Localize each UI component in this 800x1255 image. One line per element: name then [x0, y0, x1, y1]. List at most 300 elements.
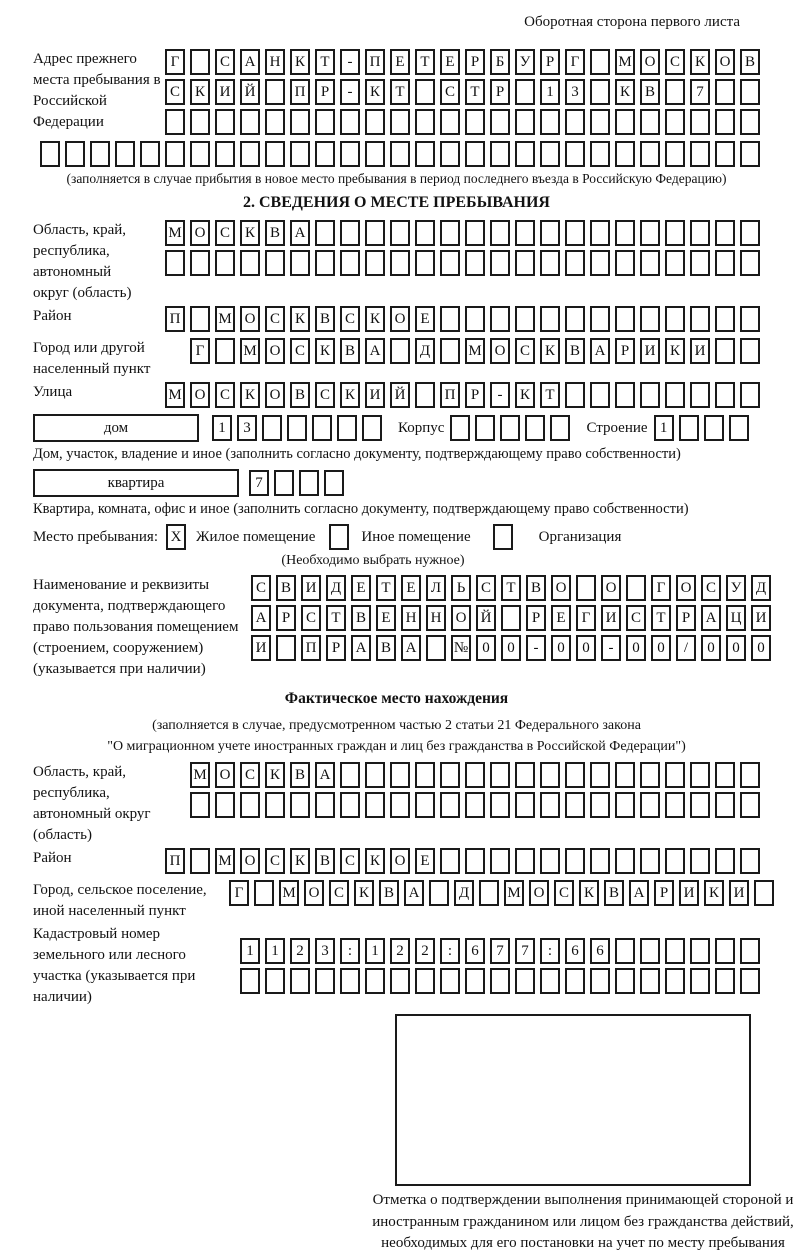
char-box	[115, 141, 135, 167]
char-box: С	[240, 762, 260, 788]
char-box: В	[315, 306, 335, 332]
char-box	[390, 762, 410, 788]
char-box: Т	[326, 605, 346, 631]
char-box	[590, 250, 610, 276]
char-box: 1	[540, 79, 560, 105]
char-box	[190, 848, 210, 874]
char-box: Ь	[451, 575, 471, 601]
char-box	[576, 575, 596, 601]
char-box: 7	[490, 938, 510, 964]
char-box	[315, 141, 335, 167]
char-box: Й	[390, 382, 410, 408]
char-box	[440, 141, 460, 167]
char-box	[515, 306, 535, 332]
char-box	[265, 109, 285, 135]
field-house	[33, 414, 760, 442]
char-box	[365, 141, 385, 167]
actual-location-note-2: "О миграционном учете иностранных граждан и лиц без гражданства в Российской Федерации")	[107, 739, 686, 754]
char-box	[565, 220, 585, 246]
char-box	[690, 792, 710, 818]
char-box: С	[340, 306, 360, 332]
char-box: Т	[501, 575, 521, 601]
char-box: Й	[476, 605, 496, 631]
char-box-row	[229, 880, 774, 906]
char-box: К	[704, 880, 724, 906]
char-box: К	[615, 79, 635, 105]
char-box	[490, 250, 510, 276]
stay-type-label: Место пребывания:	[33, 528, 158, 545]
char-box	[679, 415, 699, 441]
char-box-row	[165, 306, 760, 332]
char-box	[715, 141, 735, 167]
char-box	[565, 306, 585, 332]
char-box	[262, 415, 282, 441]
char-box	[265, 79, 285, 105]
char-box	[299, 470, 319, 496]
char-box: С	[340, 848, 360, 874]
char-box	[240, 250, 260, 276]
char-box: К	[240, 382, 260, 408]
char-box	[465, 848, 485, 874]
char-box-row	[212, 415, 382, 441]
char-box: О	[490, 338, 510, 364]
char-box	[390, 338, 410, 364]
char-box: В	[351, 605, 371, 631]
char-box: К	[365, 306, 385, 332]
char-box	[615, 220, 635, 246]
char-box: М	[615, 49, 635, 75]
char-box-row	[165, 49, 760, 75]
char-box: И	[365, 382, 385, 408]
char-box: Т	[376, 575, 396, 601]
char-box	[240, 141, 260, 167]
char-box: В	[526, 575, 546, 601]
char-box	[615, 141, 635, 167]
actual-location-note-1: (заполняется в случае, предусмотренном частью 2 статьи 21 Федерального закона	[152, 718, 641, 733]
char-box	[254, 880, 274, 906]
char-box: П	[440, 382, 460, 408]
char-box: М	[240, 338, 260, 364]
checkbox-other-premises	[329, 524, 349, 550]
char-box: :	[340, 938, 360, 964]
city-label: Город или другой населенный пункт	[33, 340, 151, 377]
char-box: Р	[654, 880, 674, 906]
confirmation-stamp-box	[395, 1014, 751, 1186]
char-box	[540, 306, 560, 332]
char-box	[515, 250, 535, 276]
char-box	[525, 415, 545, 441]
char-box: М	[165, 382, 185, 408]
char-box	[340, 109, 360, 135]
char-box: К	[290, 848, 310, 874]
char-box: -	[490, 382, 510, 408]
char-box	[690, 762, 710, 788]
char-box: -	[601, 635, 621, 661]
char-box: С	[476, 575, 496, 601]
char-box: В	[276, 575, 296, 601]
char-box: Г	[190, 338, 210, 364]
char-box: И	[751, 605, 771, 631]
char-box-row	[654, 415, 749, 441]
char-box	[640, 306, 660, 332]
char-box	[665, 382, 685, 408]
char-box: А	[315, 762, 335, 788]
char-box: С	[165, 79, 185, 105]
char-box: О	[551, 575, 571, 601]
char-box: Е	[551, 605, 571, 631]
char-box	[490, 109, 510, 135]
char-box	[190, 792, 210, 818]
char-box	[540, 762, 560, 788]
char-box: Д	[326, 575, 346, 601]
char-box	[540, 968, 560, 994]
char-box: Т	[540, 382, 560, 408]
char-box: В	[379, 880, 399, 906]
actual-district-label: Район	[33, 850, 72, 866]
char-box	[515, 141, 535, 167]
char-box: С	[215, 49, 235, 75]
char-box: Й	[240, 79, 260, 105]
actual-city-label: Город, сельское поселение, иной населенный пункт	[33, 882, 207, 919]
char-box: 1	[212, 415, 232, 441]
char-box-row	[251, 635, 771, 661]
street-label: Улица	[33, 384, 73, 400]
document-label: Наименование и реквизиты документа, подтверждающего право пользования помещением (строением, сооружением) (указывается при наличии)	[33, 577, 239, 677]
char-box	[415, 792, 435, 818]
char-box	[665, 938, 685, 964]
char-box	[715, 848, 735, 874]
char-box: К	[690, 49, 710, 75]
char-box	[215, 792, 235, 818]
char-box	[515, 968, 535, 994]
char-box	[690, 250, 710, 276]
char-box: 0	[701, 635, 721, 661]
char-box: О	[715, 49, 735, 75]
char-box	[615, 382, 635, 408]
char-box	[276, 635, 296, 661]
char-box: Т	[390, 79, 410, 105]
prev-address-label: Адрес прежнего места пребывания в Российской Федерации	[33, 51, 161, 130]
char-box	[715, 792, 735, 818]
char-box	[40, 141, 60, 167]
char-box	[740, 762, 760, 788]
char-box	[315, 250, 335, 276]
char-box	[740, 968, 760, 994]
char-box	[390, 250, 410, 276]
char-box: Е	[415, 306, 435, 332]
char-box: Е	[401, 575, 421, 601]
char-box	[290, 792, 310, 818]
char-box: К	[579, 880, 599, 906]
char-box	[290, 250, 310, 276]
char-box	[440, 762, 460, 788]
char-box: Т	[465, 79, 485, 105]
char-box	[615, 968, 635, 994]
field-stay-type	[33, 524, 760, 550]
char-box: Г	[165, 49, 185, 75]
char-box	[640, 848, 660, 874]
char-box	[190, 109, 210, 135]
char-box: Е	[440, 49, 460, 75]
char-box	[640, 141, 660, 167]
char-box: О	[640, 49, 660, 75]
char-box	[690, 306, 710, 332]
char-box	[540, 141, 560, 167]
char-box	[440, 250, 460, 276]
char-box: О	[304, 880, 324, 906]
char-box	[490, 220, 510, 246]
char-box: М	[279, 880, 299, 906]
char-box: К	[265, 762, 285, 788]
char-box: И	[215, 79, 235, 105]
char-box: Р	[615, 338, 635, 364]
char-box: А	[290, 220, 310, 246]
char-box: В	[340, 338, 360, 364]
char-box	[165, 141, 185, 167]
char-box	[362, 415, 382, 441]
other-premises-label: Иное помещение	[361, 528, 471, 545]
char-box	[590, 141, 610, 167]
char-box	[690, 938, 710, 964]
char-box-row	[240, 938, 760, 964]
char-box	[265, 250, 285, 276]
char-box: 0	[501, 635, 521, 661]
char-box	[440, 109, 460, 135]
char-box: Ц	[726, 605, 746, 631]
char-box	[465, 250, 485, 276]
char-box-row	[165, 382, 760, 408]
actual-region-label: Область, край, республика, автономный округ (область)	[33, 764, 151, 843]
char-box: О	[529, 880, 549, 906]
char-box	[690, 220, 710, 246]
char-box: К	[365, 79, 385, 105]
char-box: К	[290, 49, 310, 75]
actual-location-title: Фактическое место нахождения	[284, 690, 509, 707]
char-box: Р	[465, 49, 485, 75]
char-box	[615, 938, 635, 964]
char-box	[640, 220, 660, 246]
char-box: Е	[390, 49, 410, 75]
char-box: С	[626, 605, 646, 631]
char-box	[640, 968, 660, 994]
char-box	[715, 338, 735, 364]
char-box: А	[404, 880, 424, 906]
char-box: В	[740, 49, 760, 75]
char-box: О	[215, 762, 235, 788]
char-box: Н	[426, 605, 446, 631]
region-label: Область, край, республика, автономный округ (область)	[33, 222, 132, 301]
char-box: С	[440, 79, 460, 105]
char-box	[640, 382, 660, 408]
char-box	[440, 968, 460, 994]
char-box	[715, 109, 735, 135]
char-box	[665, 848, 685, 874]
char-box: У	[515, 49, 535, 75]
char-box	[640, 792, 660, 818]
char-box	[590, 79, 610, 105]
char-box	[615, 792, 635, 818]
char-box	[429, 880, 449, 906]
char-box	[565, 792, 585, 818]
char-box	[740, 382, 760, 408]
char-box: О	[390, 848, 410, 874]
char-box-row	[249, 470, 344, 496]
char-box: С	[251, 575, 271, 601]
apartment-caption: Квартира, комната, офис и иное (заполнить согласно документу, подтверждающему право собственности)	[33, 501, 689, 517]
char-box: П	[165, 306, 185, 332]
char-box: У	[726, 575, 746, 601]
char-box	[465, 792, 485, 818]
char-box: А	[701, 605, 721, 631]
char-box: 7	[690, 79, 710, 105]
char-box	[65, 141, 85, 167]
char-box: 1	[365, 938, 385, 964]
char-box-row	[165, 250, 760, 276]
char-box: Д	[751, 575, 771, 601]
char-box	[565, 382, 585, 408]
field-actual-region	[33, 762, 760, 846]
char-box	[501, 605, 521, 631]
char-box	[465, 109, 485, 135]
char-box: В	[640, 79, 660, 105]
char-box	[565, 141, 585, 167]
char-box-row	[165, 848, 760, 874]
char-box: С	[515, 338, 535, 364]
char-box: И	[690, 338, 710, 364]
char-box	[287, 415, 307, 441]
char-box	[440, 220, 460, 246]
char-box: В	[565, 338, 585, 364]
field-district	[33, 306, 760, 336]
char-box: 3	[237, 415, 257, 441]
char-box	[690, 141, 710, 167]
char-box	[215, 141, 235, 167]
char-box: 2	[415, 938, 435, 964]
char-box: С	[265, 306, 285, 332]
char-box: О	[451, 605, 471, 631]
char-box	[715, 220, 735, 246]
char-box: К	[365, 848, 385, 874]
char-box	[390, 792, 410, 818]
char-box	[415, 79, 435, 105]
char-box	[490, 762, 510, 788]
char-box	[365, 220, 385, 246]
char-box	[415, 762, 435, 788]
char-box: 0	[476, 635, 496, 661]
char-box	[540, 220, 560, 246]
char-box: П	[365, 49, 385, 75]
cadastral-label: Кадастровый номер земельного или лесного участка (указывается при наличии)	[33, 926, 196, 1005]
char-box	[365, 109, 385, 135]
char-box	[440, 338, 460, 364]
char-box: 0	[551, 635, 571, 661]
char-box	[590, 109, 610, 135]
char-box: О	[265, 382, 285, 408]
char-box-row	[33, 141, 760, 167]
char-box: 6	[465, 938, 485, 964]
char-box	[290, 109, 310, 135]
char-box	[665, 306, 685, 332]
char-box	[274, 470, 294, 496]
char-box	[390, 968, 410, 994]
char-box: В	[265, 220, 285, 246]
char-box: И	[729, 880, 749, 906]
char-box	[690, 968, 710, 994]
char-box	[465, 220, 485, 246]
char-box	[565, 968, 585, 994]
char-box: П	[165, 848, 185, 874]
char-box	[590, 968, 610, 994]
char-box: М	[215, 306, 235, 332]
char-box	[490, 968, 510, 994]
char-box: С	[665, 49, 685, 75]
char-box	[665, 109, 685, 135]
char-box	[665, 141, 685, 167]
char-box	[515, 848, 535, 874]
char-box	[490, 306, 510, 332]
char-box: К	[315, 338, 335, 364]
char-box	[390, 220, 410, 246]
char-box: И	[679, 880, 699, 906]
char-box	[312, 415, 332, 441]
char-box-row	[190, 792, 760, 818]
char-box: Р	[676, 605, 696, 631]
char-box	[615, 306, 635, 332]
char-box	[440, 848, 460, 874]
residential-label: Жилое помещение	[196, 528, 316, 545]
char-box	[754, 880, 774, 906]
char-box: С	[290, 338, 310, 364]
char-box	[640, 250, 660, 276]
char-box	[190, 250, 210, 276]
char-box	[640, 109, 660, 135]
char-box	[390, 141, 410, 167]
char-box: К	[190, 79, 210, 105]
char-box	[479, 880, 499, 906]
char-box	[565, 848, 585, 874]
char-box	[415, 250, 435, 276]
char-box	[740, 141, 760, 167]
house-box-label: дом	[33, 414, 199, 442]
char-box	[615, 848, 635, 874]
char-box: Н	[401, 605, 421, 631]
char-box	[426, 635, 446, 661]
char-box: К	[340, 382, 360, 408]
korpus-label: Корпус	[398, 419, 445, 436]
char-box: О	[190, 382, 210, 408]
char-box: Е	[415, 848, 435, 874]
char-box	[415, 382, 435, 408]
char-box	[540, 109, 560, 135]
char-box	[190, 49, 210, 75]
char-box: И	[601, 605, 621, 631]
char-box	[715, 762, 735, 788]
char-box: :	[440, 938, 460, 964]
char-box	[215, 109, 235, 135]
char-box: 0	[751, 635, 771, 661]
char-box	[465, 968, 485, 994]
char-box: Г	[229, 880, 249, 906]
char-box	[640, 762, 660, 788]
confirmation-caption: Отметка о подтверждении выполнения принимающей стороной и иностранным гражданином или лицом без гражданства действий, необходимых для его постановки на учет по месту пребывания	[372, 1192, 794, 1251]
char-box: А	[365, 338, 385, 364]
char-box	[215, 338, 235, 364]
organization-label: Организация	[538, 528, 622, 545]
char-box	[340, 968, 360, 994]
char-box	[704, 415, 724, 441]
char-box	[715, 79, 735, 105]
char-box: А	[251, 605, 271, 631]
